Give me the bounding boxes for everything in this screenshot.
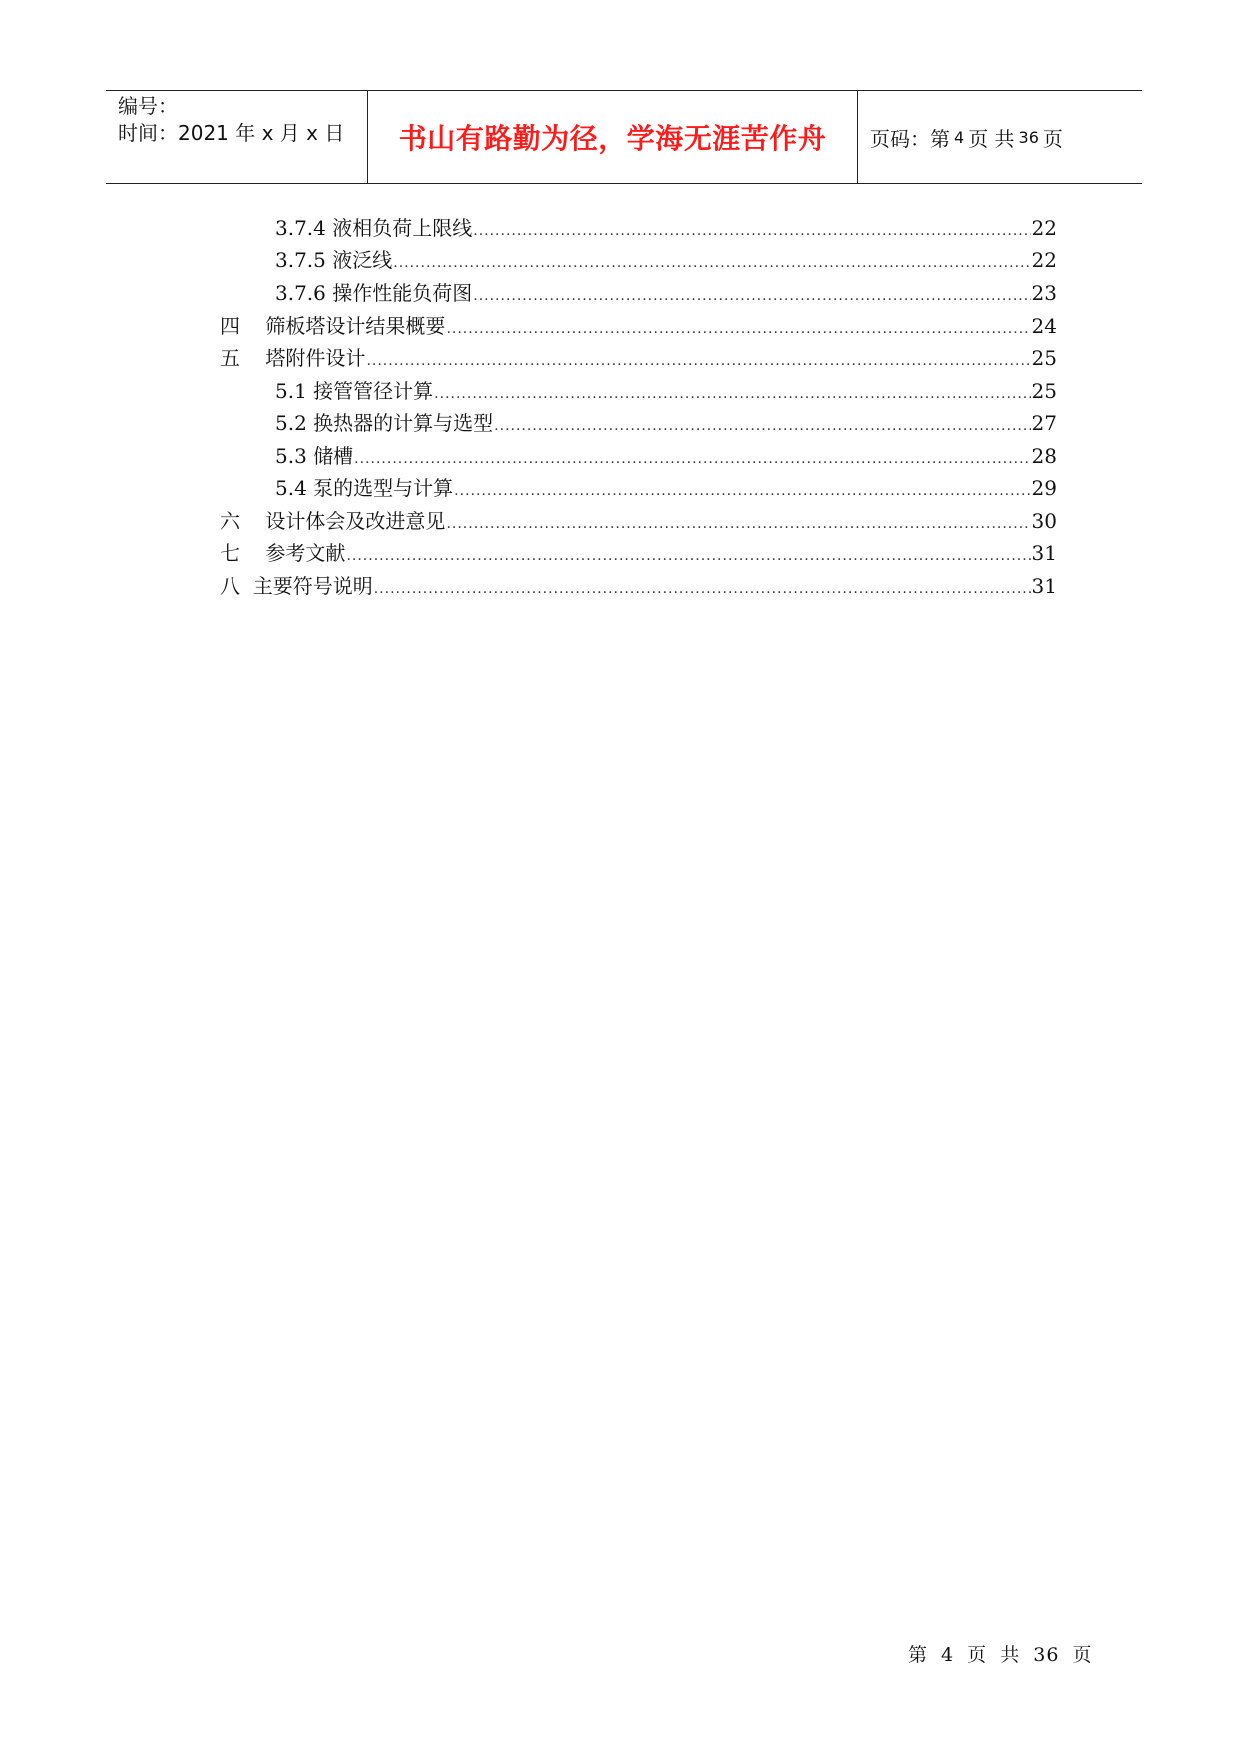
toc-entry[interactable] [275,277,1057,307]
toc-entry[interactable] [220,342,1057,372]
toc-dot-leader [366,353,1030,369]
page-prefix: 页码：第 [870,126,950,151]
toc-entry[interactable] [220,570,1057,600]
toc-dot-leader [434,386,1030,402]
toc-entry-label: 八 主要符号说明 [220,574,373,598]
toc-entry-label: 5.4 泵的选型与计算 [275,476,454,500]
toc-entry-label: 5.2 换热器的计算与选型 [275,411,494,435]
toc-entry[interactable] [275,440,1057,470]
toc-entry[interactable] [220,505,1057,535]
toc-dot-leader [393,255,1030,271]
toc-entry-page: 24 [1031,314,1057,338]
toc-dot-leader [494,418,1030,434]
header-motto: 书山有路勤为径，学海无涯苦作舟 [368,91,858,183]
toc-entry-label: 5.3 储槽 [275,444,354,468]
toc-entry[interactable] [220,310,1057,340]
current-page-number: 4 [954,127,965,147]
toc-dot-leader [354,451,1030,467]
toc-entry-label: 四 筛板塔设计结果概要 [220,314,446,338]
toc-dot-leader [346,548,1030,564]
document-time-label: 时间：2021 年 x 月 x 日 [118,121,345,145]
toc-dot-leader [473,288,1030,304]
toc-entry[interactable] [275,212,1057,242]
toc-dot-leader [446,321,1030,337]
header-page-info [858,91,1142,183]
toc-entry-label: 六 设计体会及改进意见 [220,509,446,533]
toc-entry-label: 七 参考文献 [220,541,346,565]
toc-entry-page: 23 [1031,281,1057,305]
toc-entry[interactable] [220,537,1057,567]
toc-entry-page: 31 [1031,574,1057,598]
toc-entry-page: 28 [1031,444,1057,468]
document-number-label: 编号： [118,94,178,118]
page-mid: 页 共 [968,126,1015,151]
toc-entry-page: 22 [1031,248,1057,272]
toc-entry-page: 25 [1031,379,1057,403]
toc-entry-page: 31 [1031,541,1057,565]
toc-entry[interactable] [275,375,1057,405]
page-header [106,90,1142,184]
toc-entry[interactable] [275,244,1057,274]
toc-entry-page: 25 [1031,346,1057,370]
toc-entry[interactable] [275,472,1057,502]
toc-entry-page: 29 [1031,476,1057,500]
toc-entry[interactable] [275,407,1057,437]
toc-entry-page: 27 [1031,411,1057,435]
page-suffix: 页 [1042,126,1063,151]
toc-entry-label: 3.7.6 操作性能负荷图 [275,281,473,305]
toc-dot-leader [446,516,1030,532]
toc-dot-leader [454,483,1030,499]
toc-entry-page: 30 [1031,509,1057,533]
toc-entry-label: 3.7.5 液泛线 [275,248,393,272]
toc-dot-leader [374,581,1031,597]
toc-dot-leader [473,223,1030,239]
header-meta [106,91,368,183]
total-page-number: 36 [1018,127,1039,147]
toc-entry-page: 22 [1031,216,1057,240]
page-footer: 第 4 页 共 36 页 [908,1644,1093,1666]
toc-entry-label: 五 塔附件设计 [220,346,366,370]
toc-entry-label: 5.1 接管管径计算 [275,379,434,403]
toc-entry-label: 3.7.4 液相负荷上限线 [275,216,473,240]
